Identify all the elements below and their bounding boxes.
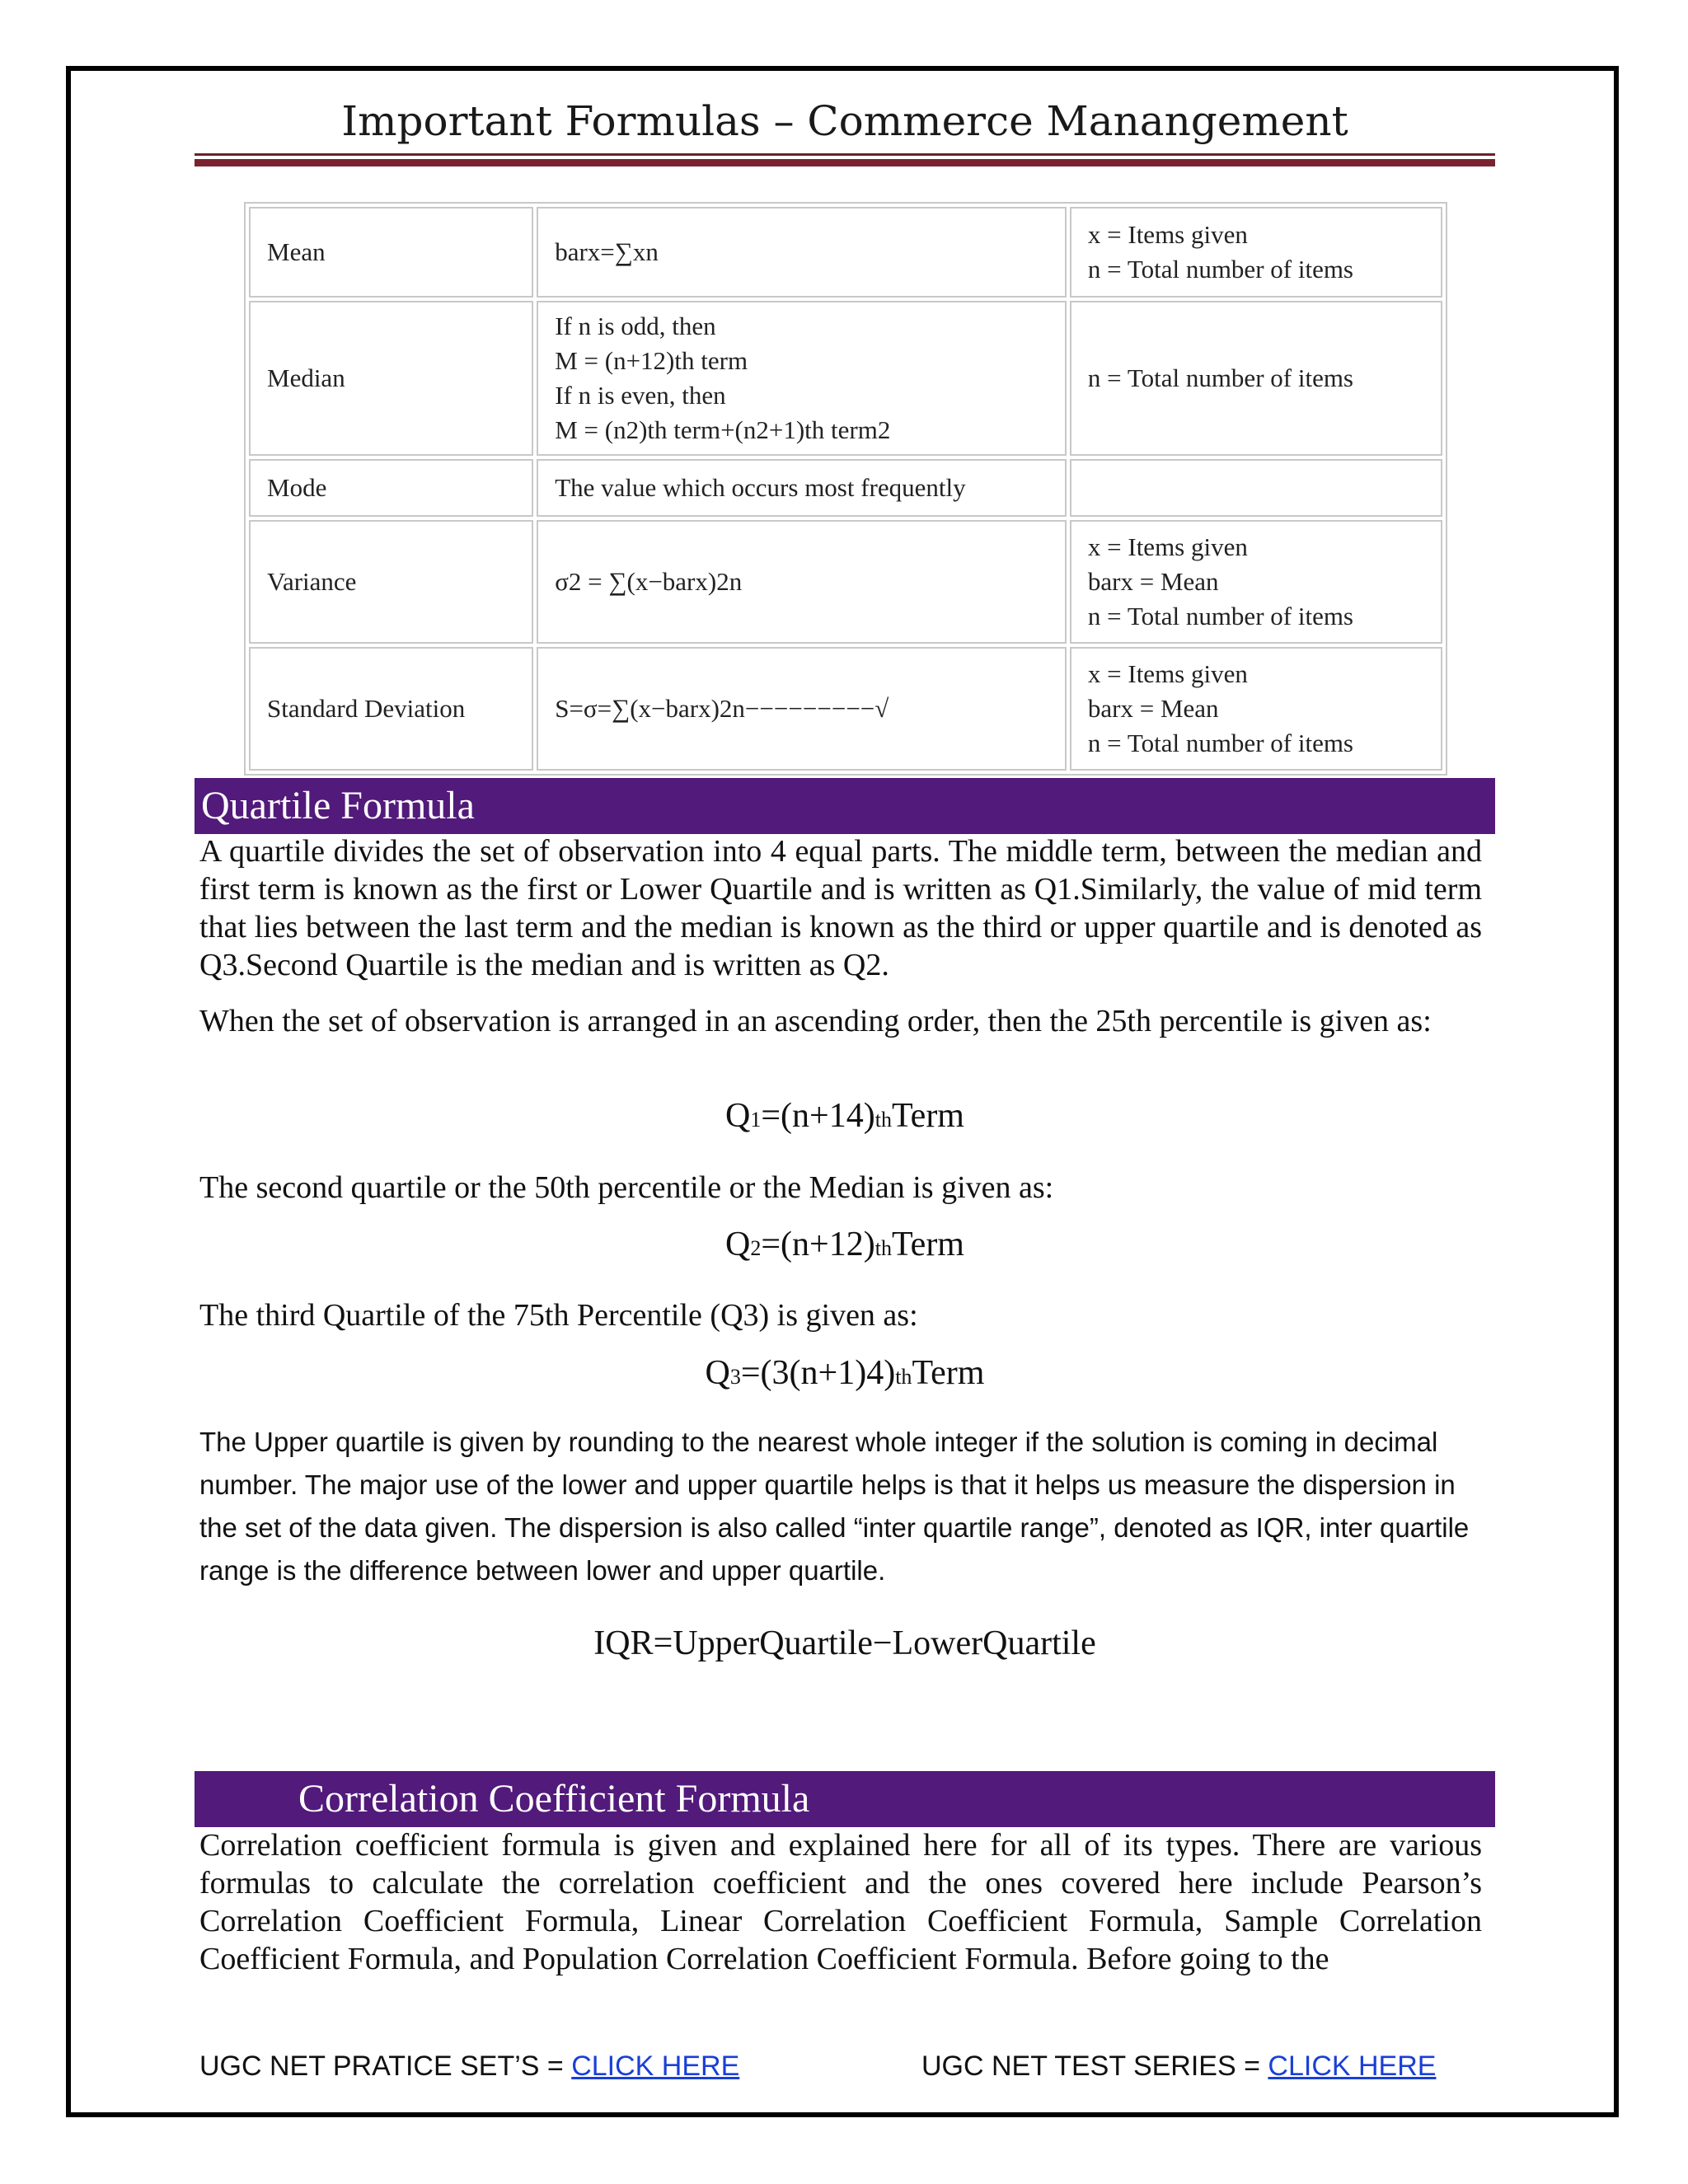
header-rule-thick (195, 159, 1495, 166)
eq-part: =(3(n+1)4) (740, 1354, 896, 1392)
table-row-variance (249, 520, 1442, 644)
q2-equation (195, 1225, 1495, 1264)
row-notes (1070, 207, 1442, 298)
note-line: n = Total number of items (1087, 363, 1353, 393)
eq-subscript: 2 (750, 1236, 762, 1260)
note-line: x = Items given (1087, 220, 1248, 250)
formula-line: If n is odd, then (555, 312, 716, 341)
note-line: n = Total number of items (1087, 601, 1353, 630)
header-rule-thin (195, 153, 1495, 156)
table-row-median (249, 301, 1442, 456)
row-name: Median (249, 301, 533, 456)
row-formula: σ2 = ∑(x−barx)2n (537, 520, 1067, 644)
quartile-paragraph-5: The Upper quartile is given by rounding to the nearest whole integer if the solution is coming in decimal number. The major use of the lower and upper quartile helps is that it helps us measure the dispersion in the set of the data given. The dispersion is also called “inter quartile range”, denoted as IQR, inter quartile range is the difference between lower and upper quartile. (199, 1427, 1470, 1586)
note-line: n = Total number of items (1087, 728, 1353, 757)
formula-line: M = (n+12)th term (555, 346, 748, 376)
row-formula: barx=∑xn (537, 207, 1067, 298)
formula-table (244, 202, 1447, 776)
note-line: barx = Mean (1087, 694, 1219, 724)
quartile-paragraph-3: The second quartile or the 50th percentile or the Median is given as: (199, 1170, 1054, 1205)
eq-suffix: th (874, 1108, 892, 1132)
table-row-mode (249, 459, 1442, 517)
row-formula: S=σ=∑(x−barx)2n−−−−−−−−−√ (537, 647, 1067, 771)
footer-label: UGC NET TEST SERIES = (921, 2050, 1268, 2082)
iqr-equation: IQR=UpperQuartile−LowerQuartile (593, 1624, 1096, 1662)
q3-equation (195, 1353, 1495, 1393)
row-name: Mode (249, 459, 533, 517)
row-formula: The value which occurs most frequently (537, 459, 1067, 517)
row-name: Variance (249, 520, 533, 644)
row-name: Standard Deviation (249, 647, 533, 771)
row-notes (1070, 520, 1442, 644)
note-line: x = Items given (1087, 532, 1248, 562)
footer-label: UGC NET PRATICE SET’S = (199, 2050, 572, 2082)
eq-part: Q (725, 1097, 751, 1135)
row-notes (1070, 459, 1442, 517)
eq-part: =(n+12) (761, 1226, 875, 1263)
note-line: x = Items given (1087, 659, 1248, 689)
correlation-heading: Correlation Coefficient Formula (195, 1771, 1495, 1827)
table-row-standard-deviation (249, 647, 1442, 771)
eq-part: Term (891, 1226, 964, 1263)
eq-part: Term (912, 1354, 985, 1392)
quartile-paragraph-1: A quartile divides the set of observation into 4 equal parts. The middle term, between the median and first term is known as the first or Lower Quartile and is written as Q1.Similarly, the value of mid term that lies between the last term and the median is known as the third or upper quartile and is denoted as Q3.Second Quartile is the median and is written as Q2. (199, 834, 1482, 982)
footer-practice-sets (199, 2050, 739, 2083)
quartile-paragraph-4: The third Quartile of the 75th Percentile (Q3) is given as: (199, 1298, 918, 1333)
correlation-paragraph: Correlation coefficient formula is given and explained here for all of its types. There are various formulas to calculate the correlation coefficient and the ones covered here include Pearson’s Correlation Coefficient Formula, Linear Correlation Coefficient Formula, Sample Correlation Coefficient Formula, and Population Correlation Coefficient Formula. Before going to the (199, 1828, 1482, 1976)
quartile-heading: Quartile Formula (195, 778, 1495, 834)
quartile-paragraph-2: When the set of observation is arranged in an ascending order, then the 25th percentile is given as: (199, 1004, 1432, 1038)
eq-part: =(n+14) (761, 1097, 875, 1135)
formula-line: M = (n2)th term+(n2+1)th term2 (555, 415, 891, 444)
page-title: Important Formulas – Commerce Manangement (341, 97, 1348, 145)
formula-line: If n is even, then (555, 381, 726, 410)
row-notes (1070, 301, 1442, 456)
footer-test-series (921, 2050, 1436, 2083)
eq-part: Q (725, 1226, 751, 1263)
eq-part: Term (891, 1097, 964, 1135)
eq-part: Q (705, 1354, 730, 1392)
table-row-mean (249, 207, 1442, 298)
row-notes (1070, 647, 1442, 771)
eq-subscript: 3 (729, 1365, 741, 1389)
note-line: n = Total number of items (1087, 255, 1353, 284)
eq-suffix: th (874, 1236, 892, 1260)
eq-suffix: th (895, 1365, 912, 1389)
row-formula (537, 301, 1067, 456)
eq-subscript: 1 (750, 1108, 762, 1132)
q1-equation (195, 1096, 1495, 1136)
note-line: barx = Mean (1087, 567, 1219, 597)
test-series-link[interactable]: CLICK HERE (1268, 2050, 1437, 2082)
practice-sets-link[interactable]: CLICK HERE (571, 2050, 740, 2082)
row-name: Mean (249, 207, 533, 298)
